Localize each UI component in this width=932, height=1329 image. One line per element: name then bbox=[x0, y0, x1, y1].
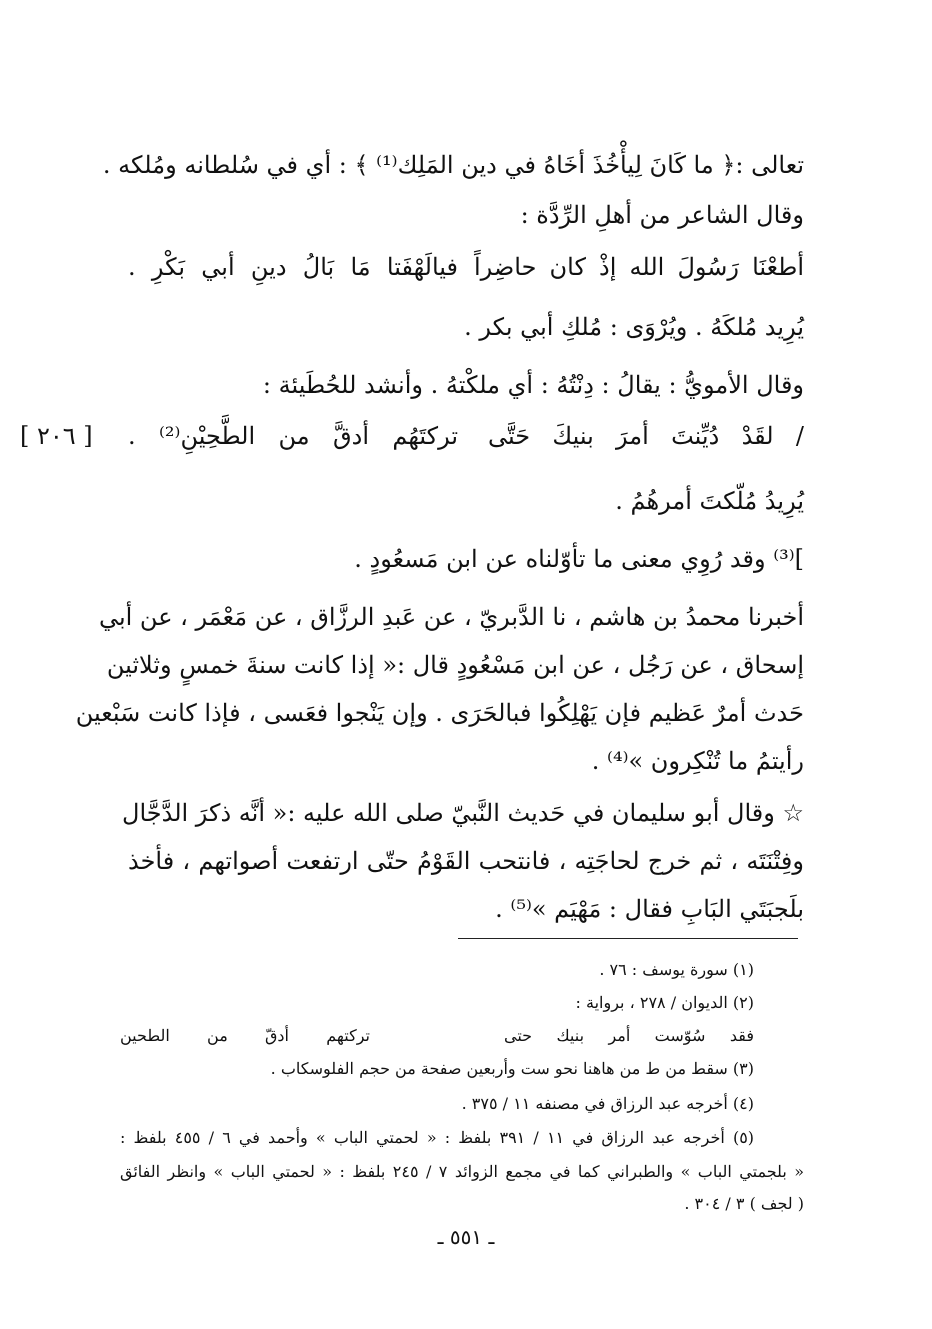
verse-2-first-hemistich: / لقَدْ دُيِّنتَ أمرَ بنيكَ حَتَّى bbox=[488, 422, 804, 450]
footnote-2-verse-second-hemistich: تركتهم أدقّ من الطحين bbox=[120, 1026, 370, 1045]
verse-1-first-hemistich: أطعْنَا رَسُولَ الله إذْ كان حاضِراً bbox=[474, 253, 804, 281]
body-line-5: وقال الأمويُّ : يقالُ : دِنْتُهُ : أي ملكْتهُ . وأنشد للحُطَيئة : bbox=[262, 371, 804, 399]
footnote-1: (١) سورة يوسف : ٧٦ . bbox=[599, 960, 754, 979]
body-line-4: يُرِيد مُلكَهُ . ويُرْوَى : مُلكِ أبي بكر . bbox=[464, 313, 804, 341]
para-3-line-2: وفِتْنَتَه ، ثم خرج لحاجَتِه ، فانتحب القَوْمُ حتّى ارتفعت أصواتهم ، فأخذ bbox=[128, 847, 804, 875]
para-3-line-3: بلَجبَتَي البَابِ فقال : مَهْيَم »⁽⁵⁾ . bbox=[495, 895, 804, 923]
verse-1-second-hemistich: فيالَهْفَتا مَا بَالُ دينِ أبي بَكْرِ . bbox=[128, 253, 458, 281]
body-line-8: ]⁽³⁾ وقد رُوِي معنى ما تأوّلناه عن ابن مَسعُودٍ . bbox=[354, 545, 804, 573]
footnote-3: (٣) سقط من ط من هاهنا نحو ست وأربعين صفحة من حجم الفلوسكاب . bbox=[270, 1059, 754, 1078]
page-number: ـ ٥٥١ ـ bbox=[437, 1225, 495, 1249]
footnote-2: (٢) الديوان / ٢٧٨ ، برواية : bbox=[575, 993, 754, 1012]
para-3-line-1: ☆ وقال أبو سليمان في حَديث النَّبيّ صلى الله عليه :« أنَّه ذكرَ الدَّجَّال bbox=[122, 799, 804, 827]
footnote-5-line-2: « بلجمتي الباب » والطبراني كما في مجمع الزوائد ٧ / ٢٤٥ بلفظ : « لحمتي الباب » وانظر الفائق bbox=[120, 1162, 804, 1181]
body-line-2: وقال الشاعر من أهلِ الرِّدَّة : bbox=[520, 201, 804, 229]
footnote-2-verse-first-hemistich: فقد سُوّست أمر بنيك حتى bbox=[504, 1026, 754, 1045]
para-2-line-4: رأيتمُ ما تُنْكِرون »⁽⁴⁾ . bbox=[591, 747, 804, 775]
para-2-line-1: أخبرنا محمدُ بن هاشم ، نا الدَّبريّ ، عن عَبدِ الرزَّاق ، عن مَعْمَر ، عن أبي bbox=[98, 603, 804, 631]
body-line-1: تعالى :﴿ ما كَانَ لِيأْخُذَ أخَاهُ في دين المَلِك⁽¹⁾ ﴾ : أي في سُلطانه ومُلكه . bbox=[102, 151, 804, 179]
footnote-separator bbox=[458, 938, 798, 939]
original-page-reference: [ ٢٠٦ ] bbox=[20, 422, 93, 450]
footnote-5-line-3: ( لجف ) ٣ / ٣٠٤ . bbox=[684, 1194, 804, 1213]
verse-2-second-hemistich: تركتَهُم أدقَّ من الطَّحِيْنِ⁽²⁾ . bbox=[128, 422, 458, 450]
footnote-4: (٤) أخرجه عبد الرزاق في مصنفه ١١ / ٣٧٥ . bbox=[461, 1094, 754, 1113]
para-2-line-3: حَدث أمرٌ عَظيم فإن يَهْلِكُوا فبالحَرَى . وإن يَنْجوا فعَسى ، فإذا كانت سَبْعين bbox=[75, 699, 804, 727]
para-2-line-2: إسحاق ، عن رَجُل ، عن ابن مَسْعُودٍ قال :« إذا كانت سنةَ خمسٍ وثلاثين bbox=[106, 651, 804, 679]
footnote-5-line-1: (٥) أخرجه عبد الرزاق في ١١ / ٣٩١ بلفظ : « لحمتي الباب » وأحمد في ٦ / ٤٥٥ بلفظ : bbox=[120, 1128, 755, 1147]
body-line-7: يُرِيدُ مُلّكتَ أمرهُمُ . bbox=[615, 487, 804, 515]
